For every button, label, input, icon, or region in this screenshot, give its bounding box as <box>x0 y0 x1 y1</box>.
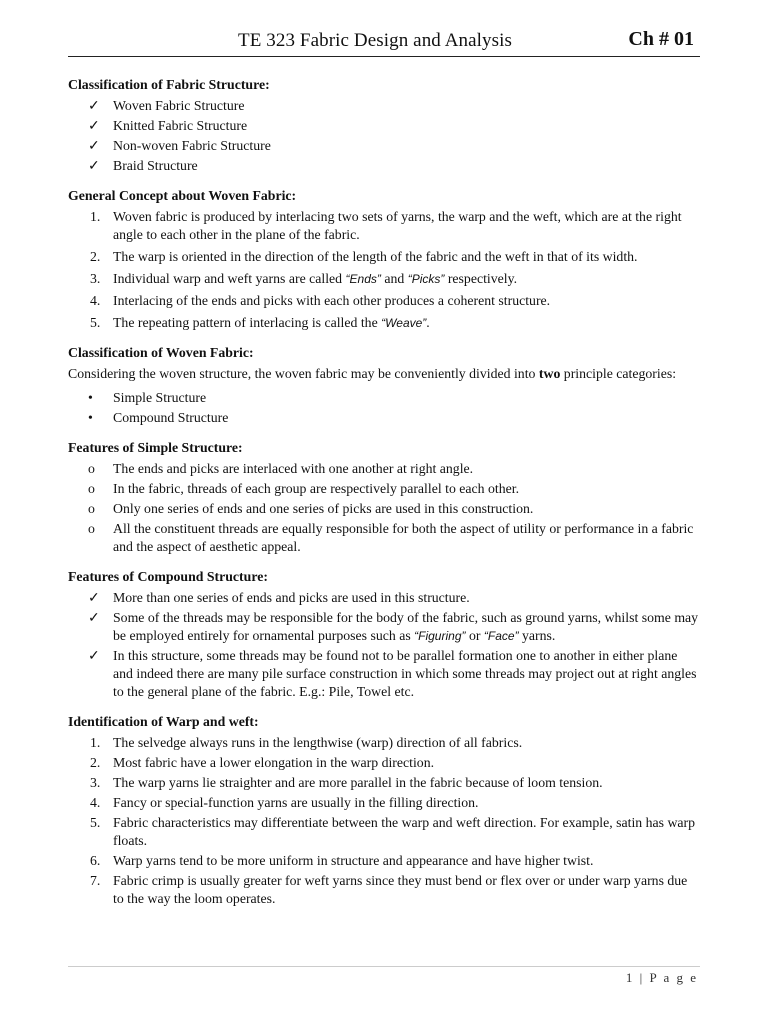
term-picks: “Picks” <box>407 272 445 286</box>
section-general-concept <box>68 187 700 332</box>
bullet-list <box>68 389 700 427</box>
circle-bullet-icon: o <box>88 481 95 496</box>
list-item: 4. Interlacing of the ends and picks with each other produces a coherent structure. <box>90 293 551 308</box>
list-item: ✓ Non-woven Fabric Structure <box>88 138 271 153</box>
term-weave: “Weave” <box>381 316 427 330</box>
section-simple-features <box>68 439 700 556</box>
footer-rule <box>68 966 700 967</box>
section-heading: Classification of Woven Fabric: <box>68 345 254 360</box>
list-item: 5. Fabric characteristics may differentiate between the warp and weft direction. For example, satin has warp floats. <box>90 815 696 848</box>
checkmark-list <box>68 97 700 175</box>
section-heading: Identification of Warp and weft: <box>68 714 259 729</box>
list-item: o Only one series of ends and one series of picks are used in this construction. <box>88 501 534 516</box>
section-heading: Features of Simple Structure: <box>68 440 243 455</box>
list-item: ✓ Braid Structure <box>88 158 198 173</box>
checkmark-icon: ✓ <box>88 590 100 605</box>
header-rule <box>68 56 700 57</box>
list-item: o In the fabric, threads of each group are respectively parallel to each other. <box>88 481 520 496</box>
list-item: 2. Most fabric have a lower elongation in the warp direction. <box>90 755 435 770</box>
checkmark-icon: ✓ <box>88 98 100 113</box>
term-ends: “Ends” <box>345 272 381 286</box>
term-figuring: “Figuring” <box>414 629 466 643</box>
list-item: 1. Woven fabric is produced by interlacing two sets of yarns, the warp and the weft, which are at the right angle to each other in the plane of the fabric. <box>90 209 682 242</box>
checkmark-list <box>68 589 700 701</box>
list-item: 7. Fabric crimp is usually greater for weft yarns since they must bend or flex over or under warp yarns due to the way the loom operates. <box>90 873 688 906</box>
bullet-icon: • <box>88 390 93 405</box>
list-item: • Simple Structure <box>88 390 207 405</box>
section-classification-woven <box>68 344 700 427</box>
list-item: ✓ Some of the threads may be responsible for the body of the fabric, such as ground yarns, whilst some may be employed entirely for ornamental purposes such as “Figuring” or “Face” yarns. <box>88 610 699 643</box>
term-face: “Face” <box>483 629 519 643</box>
paragraph: Considering the woven structure, the woven fabric may be conveniently divided into two principle categories: <box>68 366 677 381</box>
header-title: TE 323 Fabric Design and Analysis <box>238 30 513 51</box>
chapter-number: Ch # 01 <box>628 28 694 50</box>
checkmark-icon: ✓ <box>88 118 100 133</box>
list-item: 2. The warp is oriented in the direction of the length of the fabric and the weft in that of its width. <box>90 249 638 264</box>
section-compound-features <box>68 568 700 701</box>
list-item: ✓ In this structure, some threads may be found not to be parallel formation one to another in either plane and indeed there are many pile surface construction in which some threads may project out at right angles to the general plane of the fabric. E.g.: Pile, Towel etc. <box>88 648 697 699</box>
circle-bullet-icon: o <box>88 501 95 516</box>
page-header <box>68 26 700 56</box>
list-item: ✓ Knitted Fabric Structure <box>88 118 248 133</box>
list-item: • Compound Structure <box>88 410 229 425</box>
list-item: ✓ More than one series of ends and picks are used in this structure. <box>88 590 470 605</box>
list-item: 6. Warp yarns tend to be more uniform in structure and appearance and have higher twist. <box>90 853 594 868</box>
page-number: 1 | P a g e <box>625 970 698 985</box>
list-item: 3. The warp yarns lie straighter and are more parallel in the fabric because of loom tension. <box>90 775 603 790</box>
list-item: 4. Fancy or special-function yarns are usually in the filling direction. <box>90 795 479 810</box>
list-item: 5. The repeating pattern of interlacing is called the “Weave”. <box>90 315 430 330</box>
section-classification-structure <box>68 76 700 175</box>
checkmark-icon: ✓ <box>88 610 100 625</box>
document-body <box>68 76 700 920</box>
list-item: 1. The selvedge always runs in the lengthwise (warp) direction of all fabrics. <box>90 735 523 750</box>
section-heading: Classification of Fabric Structure: <box>68 77 270 92</box>
checkmark-icon: ✓ <box>88 648 100 663</box>
list-item: o The ends and picks are interlaced with one another at right angle. <box>88 461 474 476</box>
list-item: ✓ Woven Fabric Structure <box>88 98 245 113</box>
circle-list <box>68 460 700 556</box>
circle-bullet-icon: o <box>88 461 95 476</box>
checkmark-icon: ✓ <box>88 158 100 173</box>
numbered-list <box>68 734 700 908</box>
numbered-list <box>68 208 700 332</box>
list-item: o All the constituent threads are equally responsible for both the aspect of utility or performance in a fabric and the aspect of aesthetic appeal. <box>88 521 694 554</box>
list-item: 3. Individual warp and weft yarns are called “Ends” and “Picks” respectively. <box>90 271 518 286</box>
checkmark-icon: ✓ <box>88 138 100 153</box>
section-identification <box>68 713 700 908</box>
section-heading: General Concept about Woven Fabric: <box>68 188 297 203</box>
circle-bullet-icon: o <box>88 521 95 536</box>
bullet-icon: • <box>88 410 93 425</box>
section-heading: Features of Compound Structure: <box>68 569 268 584</box>
